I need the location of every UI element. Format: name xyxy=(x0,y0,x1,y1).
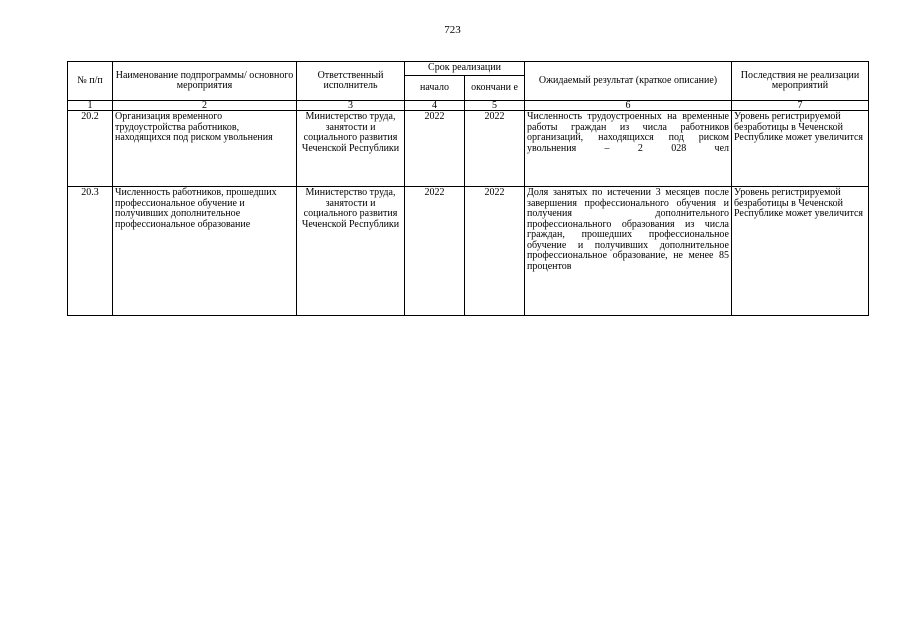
header-period: Срок реализации xyxy=(405,62,525,76)
expected-result-text: Численность трудоустроенных на временные работы граждан из числа работников организаций, находящихся под риском увольнения – 2 028 чел xyxy=(527,111,729,154)
header-responsible: Ответственный исполнитель xyxy=(297,62,405,101)
expected-result xyxy=(525,111,732,187)
consequences: Уровень регистрируемой безработицы в Чеченской Республике может увеличится xyxy=(732,187,869,316)
table-row xyxy=(68,111,869,187)
activity-name: Организация временного трудоустройства работников, находящихся под риском увольнения xyxy=(113,111,297,187)
column-number: 4 xyxy=(405,101,465,111)
column-number: 6 xyxy=(525,101,732,111)
end-year: 2022 xyxy=(465,187,525,316)
activity-name: Численность работников, прошедших профессиональное обучение и получивших дополнительное профессиональное образование xyxy=(113,187,297,316)
row-number: 20.2 xyxy=(68,111,113,187)
header-name: Наименование подпрограммы/ основного мероприятия xyxy=(113,62,297,101)
header-start: начало xyxy=(405,76,465,101)
column-number: 5 xyxy=(465,101,525,111)
program-activities-table xyxy=(67,61,869,316)
header-result: Ожидаемый результат (краткое описание) xyxy=(525,62,732,101)
header-row xyxy=(68,62,869,76)
consequences: Уровень регистрируемой безработицы в Чеченской Республике может увеличится xyxy=(732,111,869,187)
table-row xyxy=(68,187,869,316)
column-number: 1 xyxy=(68,101,113,111)
header-consequences: Последствия не реализации мероприятий xyxy=(732,62,869,101)
row-number: 20.3 xyxy=(68,187,113,316)
expected-result: Доля занятых по истечении 3 месяцев после завершения профессионального обучения и получения дополнительного профессионального образования из числа граждан, прошедших профессиональное обучение и получивших дополнительное профессиональное образование, не менее 85 процентов xyxy=(525,187,732,316)
responsible-executor: Министерство труда, занятости и социального развития Чеченской Республики xyxy=(297,187,405,316)
column-number: 3 xyxy=(297,101,405,111)
start-year: 2022 xyxy=(405,187,465,316)
column-number: 7 xyxy=(732,101,869,111)
header-end: окончани е xyxy=(465,76,525,101)
column-number-row xyxy=(68,101,869,111)
responsible-executor: Министерство труда, занятости и социального развития Чеченской Республики xyxy=(297,111,405,187)
page-number: 723 xyxy=(444,24,461,36)
column-number: 2 xyxy=(113,101,297,111)
end-year: 2022 xyxy=(465,111,525,187)
start-year: 2022 xyxy=(405,111,465,187)
header-num: № п/п xyxy=(68,62,113,101)
